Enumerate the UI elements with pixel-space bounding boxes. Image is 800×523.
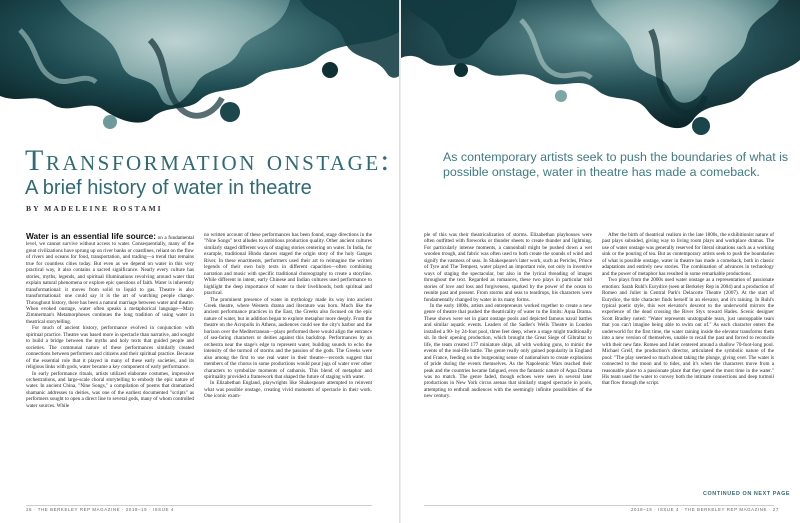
paragraph: ple of this was their theatricalization of storms. Elizabethan playhouses were often outfitted with fireworks or thunder sheets to create thunder and lightning. For particularly intense moments, a cannonball might be pushed down a wet wooden trough, and fabric was often used to both create the sounds of wind and signify the vastness of seas. In Shakespeare's later work, such as Pericles, Prince of Tyre and The Tempest, water played an important role, not only in inventive ways of staging the spectacular, but also in the lyrical threading of images throughout the text. Regarded as romances, these two plays in particular told stories of love and loss and forgiveness, sparked by the power of the ocean to reunite past and present. From storms and seas to teardrops, his characters were fundamentally changed by water in its many forms. [424,232,592,303]
paragraph: The prominent presence of water in mythology made its way into ancient Greek theatre, where Western drama and literature was born. Much like the ancient performance practices in the East, the Greeks also focused on the epic nature of water, but in addition began to explore metaphor more deeply. From the theatre on the Acropolis in Athens, audiences could see the city's harbor and the horizon over the Mediterranean—plays performed there would align the entrance of sea-faring characters or deities against this backdrop. Performances by an orchestra near the stage's edge to represent water, building sounds to echo the intensity of the turmoil of storms and the passion of the gods. The Greeks were also among the first to use real water in their theatre—records suggest that members of the chorus in some productions would pour jugs of water over other characters to symbolize moments of catharsis. This blend of metaphor and spirituality provided a framework that shaped the future of staging with water. [204,296,372,380]
text-column-3 [424,232,592,502]
text-column-2 [204,232,372,502]
lede: Water is an essential life source: [26,232,157,241]
footer-rule [424,505,774,506]
paragraph: In Elizabethan England, playwrights like Shakespeare attempted to reinvent what was possible onstage, creating vivid moments of spectacle in their work. One iconic exam- [204,380,372,400]
pull-quote: As contemporary artists seek to push the boundaries of what is possible onstage, water in theatre has made a comeback. [443,150,789,179]
byline: BY MADELEINE ROSTAMI [26,204,163,213]
paragraph: no written account of these performances has been found, stage directions in the "Nine Songs" text alludes to ambitious production quality. Other ancient cultures similarly staged different ways of staging stories centering on water. In India, for example, traditional Hindu dances staged the origin story of the holy Ganges River. In these enactments, performers used their art to reimagine the written legends of their own holy texts in different capacities—often combining narration and music with specific traditional choreography to create a storyline. While different in intent, early Chinese and Indian cultures used performance to highlight the deep importance of water to their livelihoods, both spiritual and practical. [204,232,372,297]
article-subtitle: A brief history of water in theatre [25,177,312,199]
paragraph [26,232,194,325]
continued-on-next-page: CONTINUED ON NEXT PAGE [703,491,791,497]
ink-in-water-illustration-right [401,0,800,150]
paragraph: In the early 1800s, artists and entrepreneurs worked together to create a new genre of theatre that pushed the theatricality of water to the limits: Aqua Drama. These shows were set in giant onstage pools and depicted famous naval battles and similar aquatic events. Leaders of the Sadler's Wells Theatre in London installed a 90- by 24-foot pool, three feet deep, where a stage might traditionally sit. In their opening production, which brought the Great Siege of Gibraltar to life, the team created 177 miniature ships, all with working guns, to mimic the events of the real-life battle. The genre really only gained popularity in England and France, feeding on the burgeoning sense of nationalism to create explosions of pride during the events themselves. As the Napoleonic Wars reached their peak and the countries became fatigued, even the fantastic nature of Aqua Drama was no match. The genre faded, though echoes were seen in several later productions in New York circus arenas that similarly staged spectacle in pools, attempting to enthrall audiences with the seemingly infinite possibilities of the new century. [424,302,592,400]
paragraph: In early performance rituals, artists utilized elaborate costumes, impressive orchestrations, and large-scale choral storytelling to embody the epic nature of water. In ancient China, "Nine Songs," a compilation of poems that dramatized shamanic addresses to deities, was one of the earliest documented "scripts" as performers sought to open a direct line to several gods, many of whom controlled water sources. While [26,370,194,409]
left-page [0,0,399,523]
right-page [401,0,800,523]
paragraph: For much of ancient history, performance evolved in conjunction with spiritual practice. Theatre was based more in spectacle than narrative, and sought to build a bridge between the myths and holy texts that guided people and societies. The communal nature of these performances similarly created connections between performers and citizens and their spiritual practice. Because of the essential role that it played in many of these early societies, and its religious links with gods, water became a key component of early performance. [26,325,194,371]
footer-rule [26,505,372,506]
paragraph-text: on a fundamental level, we cannot survive without access to water. Consequentially, many of the great civilizations have sprung up on river banks or coastlines, reliant on the flow of rivers and oceans for food, transportation, and trading—a trend that remains true for countless cities today. But even as we depend on water in this very practical way, it also contains a sacred significance. Nearly every culture has stories, myths, legends, and spiritual illuminations revolving around water that explain natural phenomena or explore epic questions of faith. Water is inherently transformational: it moves from solid to liquid to gas. Theatre is also transformational: one could say it is the art of watching people change. Throughout history, there has been a natural marriage between water and theatre. When evoked onstage, water often speaks a metaphorical language—Mary Zimmerman's Metamorphoses continues the long tradition of using water in theatrical storytelling. [26,235,194,325]
ink-in-water-illustration-left [0,0,399,140]
text-column-4 [602,232,774,488]
paragraph: After the birth of theatrical realism in the late 1800s, the exhibitionist nature of past plays subsided, giving way to living room plays and workplace dramas. The use of water onstage was generally reserved for literal situations such as a working sink or the pouring of tea. But as contemporary artists seek to push the boundaries of what is possible onstage, water in theatre has made a comeback, both in classic adaptations and entirely new stories. The combination of advances in technology and the power of metaphor has resulted in some remarkable productions. [602,232,774,277]
paragraph: Two plays from the 2000s used water onstage as a representation of passionate emotion: Sarah Ruhl's Eurydice (seen at Berkeley Rep in 2004) and a production of Romeo and Juliet in Central Park's Delacorte Theatre (2007). At the start of Eurydice, the title character finds herself in an elevator, and it's raining. In Ruhl's typical poetic style, this wet elevator's descent to the underworld mirrors the experience of the dead crossing the River Styx toward Hades. Scenic designer Scott Bradley noted: "Water represents unstoppable tears, just unstoppable tears that you can't imagine being able to swim out of." As each character enters the underworld for the first time, the water raining inside the elevator transforms them into a new version of themselves, unable to recall the past and forced to reconcile with their new fate. Romeo and Juliet centered around a shallow 70-foot-long pool. Michael Greif, the production's director, articulated the symbolic nature of the pool: "The play seemed so much about taking the plunge, giving over. The water is connected to the moon and to tides, and it's when the characters move from a reasonable place to a passionate place that they spend the most time in the water." His team used the water to convey both the intimate connections and deep turmoil that flow through the script. [602,277,774,387]
folio-left: 26 · THE BERKELEY REP MAGAZINE · 2018–19 · ISSUE 4 [26,507,174,512]
article-title: Transformation onstage: [25,144,392,177]
text-column-1 [26,232,194,502]
folio-right: 2018–19 · ISSUE 4 · THE BERKELEY REP MAGAZINE · 27 [631,507,779,512]
